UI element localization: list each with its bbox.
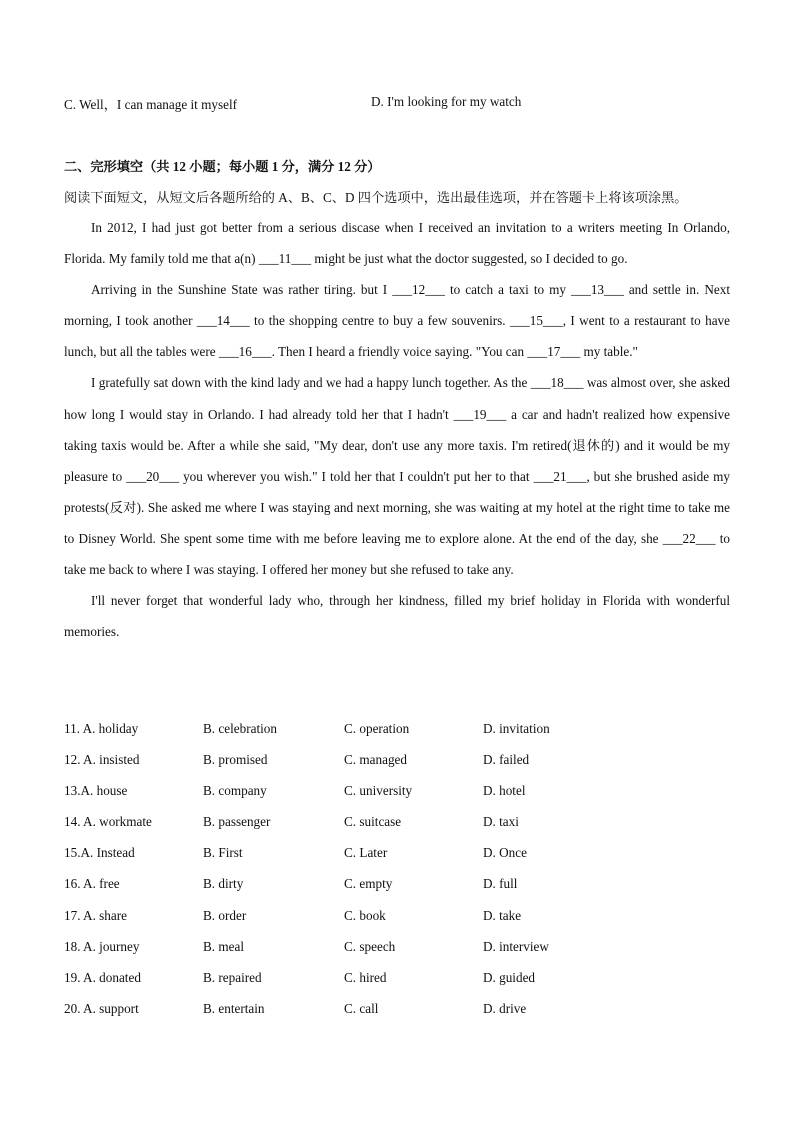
passage-paragraph: In 2012, I had just got better from a serious discase when I received an invitation to a writers meeting In Orlando, Florida. My family told me that a(n) ___11___ might be just what the doctor suggested, so I decided to go. <box>64 220 730 267</box>
option-d: D. drive <box>483 1000 527 1016</box>
option-a: 14. A. workmate <box>64 814 152 830</box>
option-c: C. hired <box>344 969 387 985</box>
option-a: 12. A. insisted <box>64 752 140 768</box>
passage-paragraph: Arriving in the Sunshine State was rather tiring. but I ___12___ to catch a taxi to my ___13___ and settle in. Next morning, I took another ___14___ to the shopping centre to buy a few souvenirs. ___15___, I went to a restaurant to have lunch, but all the tables were ___16___. Then I heard a friendly voice saying. "You can ___17___ my table." <box>64 282 730 360</box>
option-a: 20. A. support <box>64 1000 139 1016</box>
option-b: B. First <box>203 845 243 861</box>
option-c: C. speech <box>344 938 396 954</box>
option-c: C. university <box>344 783 413 799</box>
option-a: 18. A. journey <box>64 938 140 954</box>
question-options-row <box>64 775 744 806</box>
previous-question-options <box>64 94 744 114</box>
option-d: D. hotel <box>483 783 526 799</box>
option-d: D. guided <box>483 969 536 985</box>
question-options-row <box>64 713 744 744</box>
option-d: D. full <box>483 876 518 892</box>
question-options-row <box>64 962 744 993</box>
option-a: 11. A. holiday <box>64 721 139 736</box>
option-c: C. operation <box>344 721 410 736</box>
option-a: 17. A. share <box>64 907 127 923</box>
question-options-row <box>64 744 744 775</box>
option-b: B. promised <box>203 752 268 768</box>
section-heading: 二、完形填空（共 12 小题；每小题 1 分，满分 12 分） <box>64 159 381 174</box>
option-b: B. celebration <box>203 721 277 736</box>
option-a: 19. A. donated <box>64 969 141 985</box>
option-c: C. Later <box>344 845 388 861</box>
option-a: 13.A. house <box>64 783 128 799</box>
option-b: B. dirty <box>203 876 244 892</box>
option-b: B. company <box>203 783 267 799</box>
option-c: C. call <box>344 1000 379 1016</box>
option-a: 15.A. Instead <box>64 845 135 861</box>
question-options-row <box>64 993 744 1024</box>
passage-paragraph: I gratefully sat down with the kind lady and we had a happy lunch together. As the ___18___ was almost over, she asked how long I would stay in Orlando. I had already told her that I hadn't ___19___ a car and hadn't realized how expensive taking taxis would be. After a while she said, "My dear, don't use any more taxis. I'm retired(退休的) and it would be my pleasure to ___20___ you wherever you wish." I told her that I couldn't put her to that ___21___, but she brushed aside my protests(反对). She asked me where I was staying and next morning, she was waiting at my hotel at the right time to take me to Disney World. She spent some time with me before leaving me to explore alone. At the end of the day, she ___22___ to take me back to where I was staying. I offered her money but she refused to take any. <box>64 375 730 578</box>
option-b: B. repaired <box>203 969 262 985</box>
option-d: D. Once <box>483 845 527 861</box>
option-c: C. empty <box>344 876 393 892</box>
option-a: 16. A. free <box>64 876 120 892</box>
section-instructions: 阅读下面短文，从短文后各题所给的 A、B、C、D 四个选项中，选出最佳选项，并在答题卡上将该项涂黑。 <box>64 190 688 205</box>
option-d: D. invitation <box>483 721 550 736</box>
option-b: B. entertain <box>203 1000 265 1016</box>
option-b: B. order <box>203 907 247 923</box>
option-d: D. interview <box>483 938 549 954</box>
option-c: C. suitcase <box>344 814 402 830</box>
answer-options <box>64 713 744 1024</box>
option-d: D. I'm looking for my watch <box>371 94 522 109</box>
question-options-row <box>64 868 744 899</box>
option-c: C. managed <box>344 752 407 768</box>
passage-paragraph: I'll never forget that wonderful lady who, through her kindness, filled my brief holiday in Florida with wonderful memories. <box>64 593 730 640</box>
option-c: C. book <box>344 907 386 923</box>
cloze-passage <box>64 212 730 647</box>
option-b: B. passenger <box>203 814 271 830</box>
question-options-row <box>64 900 744 931</box>
question-options-row <box>64 806 744 837</box>
question-options-row <box>64 931 744 962</box>
option-d: D. failed <box>483 752 530 768</box>
option-d: D. take <box>483 907 522 923</box>
option-d: D. taxi <box>483 814 519 830</box>
option-b: B. meal <box>203 938 245 954</box>
option-c: C. Well，I can manage it myself <box>64 97 238 112</box>
question-options-row <box>64 837 744 868</box>
